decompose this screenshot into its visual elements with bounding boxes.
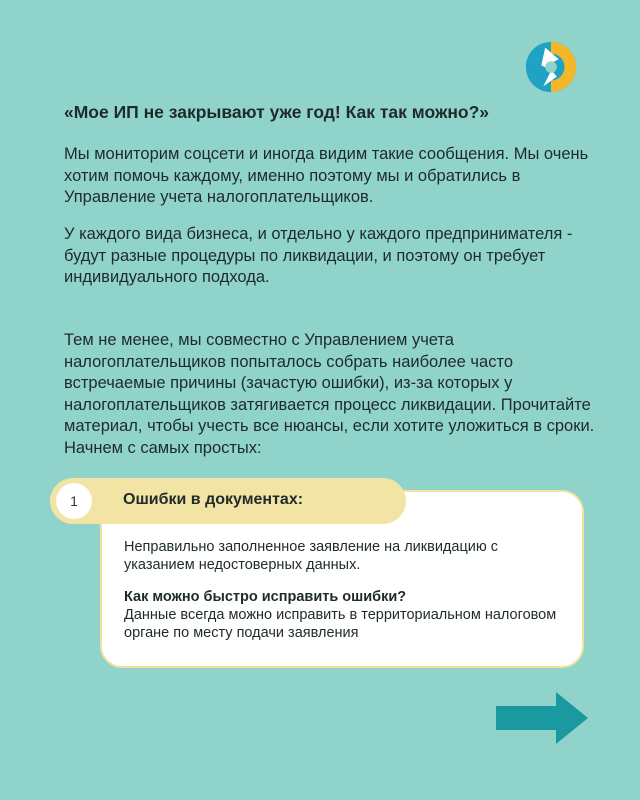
- card-question: Как можно быстро исправить ошибки?: [124, 589, 407, 605]
- card-answer: Данные всегда можно исправить в территориальном налоговом органе по месту подачи заявления: [124, 607, 557, 641]
- paragraph-business: У каждого вида бизнеса, и отдельно у каждого предпринимателя - будут разные процедуры по ликвидации, и поэтому он требует индивидуального подхода.: [64, 225, 573, 286]
- card-description: Неправильно заполненное заявление на ликвидацию с указанием недостоверных данных.: [124, 539, 498, 573]
- arrow-right-icon[interactable]: [494, 690, 590, 746]
- brand-logo-icon: [522, 38, 580, 96]
- card-body: [124, 538, 564, 642]
- item-title: Ошибки в документах:: [123, 491, 304, 508]
- item-number-badge: 1: [56, 483, 92, 519]
- paragraph-reasons: Тем не менее, мы совместно с Управлением учета налогоплательщиков попыталось собрать наиболее часто встречаемые причины (зачастую ошибки), из-за которых у налогоплательщиков затягивается процесс ликвидации. Прочитайте материал, чтобы учесть все нюансы, если хотите уложиться в сроки. Начнем с самых простых:: [64, 331, 595, 457]
- paragraph-intro: Мы мониторим соцсети и иногда видим такие сообщения. Мы очень хотим помочь каждому, именно поэтому мы и обратились в Управление учета налогоплательщиков.: [64, 145, 589, 206]
- item-header-pill: [50, 478, 406, 524]
- headline: «Мое ИП не закрывают уже год! Как так можно?»: [64, 102, 490, 122]
